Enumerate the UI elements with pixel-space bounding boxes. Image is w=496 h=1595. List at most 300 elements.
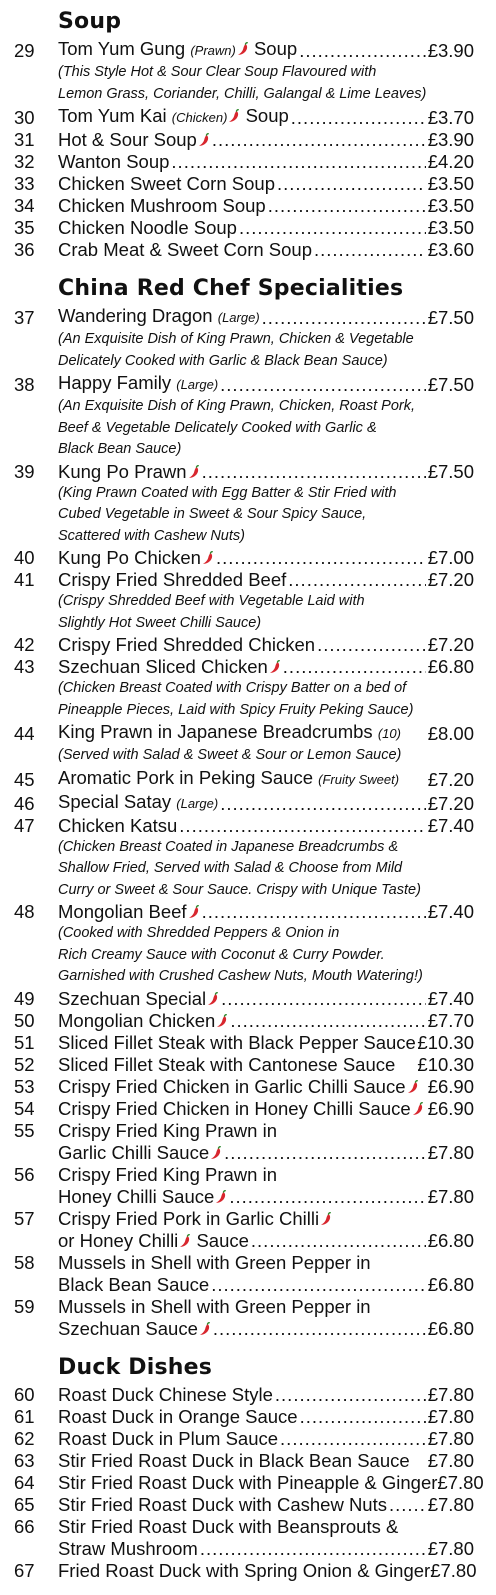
menu-item [14,634,474,656]
item-number: 32 [14,151,35,172]
chili-pepper-icon [188,905,200,919]
item-number: 29 [14,40,35,61]
item-name-text: Sliced Fillet Steak with Black Pepper Sauce [58,1031,416,1053]
item-name [58,129,210,151]
item-row [14,721,474,745]
item-number: 64 [14,1471,35,1493]
menu-item [14,815,474,902]
item-name [58,151,169,173]
chili-pepper-icon [199,1322,211,1336]
item-description: (Crispy Shredded Beef with Vegetable Laid with [58,593,365,609]
item-price: £7.80 [437,1471,484,1493]
item-name-text: Crispy Fried King Prawn in [58,1119,277,1141]
item-description: Scattered with Cashew Nuts) [58,527,245,544]
item-row [14,1428,474,1450]
item-number: 31 [14,129,35,150]
item-description: (An Exquisite Dish of King Prawn, Chicken, Roast Pork, [58,398,416,414]
item-price: £6.80 [427,1317,474,1339]
item-row [14,105,474,129]
item-name-text: Special Satay [58,790,172,812]
item-price: £7.80 [427,1141,474,1163]
item-name-text: Roast Duck in Plum Sauce [58,1427,279,1449]
item-name [58,569,286,591]
item-row [14,1384,474,1406]
item-name-suffix: Soup [253,38,298,59]
chili-pepper-icon [412,1102,424,1116]
leader-dots [275,1384,426,1406]
item-name-text: Crispy Fried Chicken in Garlic Chilli Sauce [58,1075,406,1097]
item-name-text: King Prawn in Japanese Breadcrumbs [58,721,373,742]
leader-dots [251,1230,426,1252]
leader-dots [230,1010,425,1032]
item-name-text: Wandering Dragon [58,305,213,326]
item-name [58,105,289,129]
item-name-text: Chicken Katsu [58,814,178,836]
item-row [14,656,474,678]
item-price: £7.20 [427,569,474,590]
item-name-text: Aromatic Pork in Peking Sauce [58,766,314,788]
item-row [14,217,474,239]
menu-item [14,461,474,548]
item-name [58,1296,371,1318]
item-name-suffix: Soup [245,105,289,126]
item-number: 30 [14,107,35,128]
item-number: 46 [14,792,35,814]
item-name [58,1032,416,1054]
item-description: (Served with Salad & Sweet & Sour or Lemon Sauce) [58,747,402,763]
item-price: £3.70 [427,107,474,128]
menu-item [14,173,474,195]
item-name-text: Sliced Fillet Steak with Cantonese Sauce [58,1053,396,1075]
item-number: 34 [14,195,35,216]
item-number: 55 [14,1119,35,1141]
item-name-text: or Honey Chilli [58,1229,179,1251]
item-name-text: Mongolian Chicken [58,1009,216,1031]
item-name-text: Tom Yum Kai [58,105,167,126]
item-row [14,305,474,329]
menu-item [14,1406,474,1428]
item-name [58,1318,211,1340]
item-row [14,547,474,569]
item-name-text: Crispy Fried Shredded Chicken [58,634,316,655]
item-row [14,1296,474,1318]
item-row [14,791,474,815]
menu-item [14,1471,484,1494]
leader-dots [314,239,426,261]
item-name [58,1406,298,1428]
menu-item [14,656,474,721]
item-row [14,1406,474,1428]
item-name [58,1120,277,1142]
item-name-text: Szechuan Special [58,987,207,1009]
item-row [14,1274,474,1296]
item-name-text: Stir Fried Roast Duck with Beansprouts & [58,1515,399,1537]
item-price: £7.00 [427,547,474,568]
item-note: (Prawn) [190,43,236,58]
item-name-text: Szechuan Sauce [58,1317,198,1339]
item-name [58,173,275,195]
item-name [58,461,200,483]
item-description: Shallow Fried, Served with Salad & Choose from Mild [58,860,403,876]
item-row [14,1186,474,1208]
item-name-text: Stir Fried Roast Duck with Pineapple & Ginger [58,1471,438,1493]
item-note: (Large) [217,310,260,325]
item-price: £7.80 [427,1383,474,1405]
item-number: 51 [14,1031,35,1053]
leader-dots [224,1142,426,1164]
item-price: £4.20 [427,151,474,172]
item-row [14,1252,474,1274]
item-description: (Chicken Breast Coated with Crispy Batter on a bed of [58,680,407,696]
item-name [58,656,281,678]
item-name [58,195,266,217]
menu-item [14,767,474,791]
leader-dots [200,1538,426,1560]
item-price: £7.80 [430,1559,477,1581]
menu-item [14,1010,474,1032]
item-number: 37 [14,307,35,328]
item-price: £7.40 [427,987,474,1009]
menu-item [14,1076,474,1098]
item-price: £3.90 [427,40,474,61]
item-price: £7.50 [427,460,474,482]
item-name [58,1208,332,1230]
section-title: Duck Dishes [58,1354,213,1380]
item-price: £7.80 [427,1493,474,1515]
item-number: 67 [14,1559,35,1581]
item-note: (10) [377,726,401,741]
item-number: 52 [14,1053,35,1075]
item-price: £7.80 [427,1427,474,1449]
leader-dots [283,656,426,678]
item-name [58,1054,395,1076]
item-price: £10.30 [417,1053,474,1075]
leader-dots [280,1428,426,1450]
menu-section [14,8,474,261]
item-name [58,1538,198,1560]
item-number: 59 [14,1295,35,1317]
item-name-text: Black Bean Sauce [58,1273,210,1295]
menu-item [14,217,474,239]
leader-dots [299,40,426,62]
chili-pepper-icon [216,1014,228,1028]
item-name [58,1142,222,1164]
item-name [58,791,218,815]
item-note: (Fruity Sweet) [318,771,400,787]
leader-dots [229,1186,425,1208]
chili-pepper-icon [407,1080,419,1094]
chili-pepper-icon [215,1190,227,1204]
item-name [58,1560,430,1582]
item-note: (Chicken) [171,110,228,125]
menu-item [14,1032,474,1054]
menu-section [14,275,474,1340]
item-name-text: Honey Chilli Sauce [58,1185,215,1207]
leader-dots [262,307,426,329]
leader-dots [179,815,425,837]
item-number: 39 [14,460,35,482]
menu-item [14,901,474,988]
item-number: 33 [14,173,35,194]
item-name [58,634,315,656]
menu-item [14,1384,474,1406]
menu-item [14,1494,474,1516]
item-row [14,1098,474,1120]
leader-dots [300,1406,426,1428]
item-price: £3.90 [427,129,474,150]
item-name [58,1274,209,1296]
item-row [14,569,474,591]
leader-dots [202,901,426,923]
menu-item [14,1450,474,1472]
item-name [58,1384,273,1406]
item-row [14,1494,474,1516]
menu-item [14,988,474,1010]
item-name-text: Crispy Fried Chicken in Honey Chilli Sauce [58,1097,411,1119]
menu-item [14,105,474,129]
item-row [14,1054,474,1076]
item-name [58,1098,424,1120]
chili-pepper-icon [198,133,210,147]
item-name-text: Szechuan Sliced Chicken [58,656,268,677]
item-row [14,239,474,261]
item-row [14,1142,474,1164]
item-description: (This Style Hot & Sour Clear Soup Flavoured with [58,64,377,80]
menu-item [14,721,474,767]
item-row [14,1471,484,1494]
item-number: 65 [14,1493,35,1515]
item-name-text: Happy Family [58,372,172,393]
item-name [58,38,297,62]
item-name [58,1164,277,1186]
leader-dots [389,1494,426,1516]
item-price: £7.20 [427,768,474,790]
item-number: 40 [14,547,35,568]
leader-dots [211,1274,426,1296]
item-row [14,901,474,923]
item-price: £7.20 [427,792,474,814]
item-description: Lemon Grass, Coriander, Chilli, Galangal & Lime Leaves) [58,85,427,102]
leader-dots [268,195,426,217]
item-price: £7.40 [427,901,474,922]
item-price: £3.50 [427,217,474,238]
item-name [58,1472,437,1494]
item-description: Garnished with Crushed Cashew Nuts, Mouth Watering!) [58,968,423,984]
item-name [58,1252,371,1274]
item-number: 45 [14,768,35,790]
chili-pepper-icon [237,42,249,56]
item-name-text: Straw Mushroom [58,1537,198,1559]
chili-pepper-icon [269,660,281,674]
item-name [58,767,399,791]
item-description: (Chicken Breast Coated in Japanese Breadcrumbs & [58,838,399,855]
item-row [14,129,474,151]
item-name-suffix: Sauce [196,1229,249,1251]
item-row [14,1010,474,1032]
item-description: Pineapple Pieces, Laid with Spicy Fruity Peking Sauce) [58,701,414,718]
item-price: £3.50 [427,195,474,216]
item-row [14,1450,474,1472]
menu-item [14,1252,474,1296]
menu-item [14,1296,474,1340]
item-name-text: Mussels in Shell with Green Pepper in [58,1295,371,1317]
item-price: £3.50 [427,173,474,194]
leader-dots [220,793,426,815]
item-price: £6.80 [427,1229,474,1251]
leader-dots [171,151,425,173]
menu-item [14,1428,474,1450]
menu-item [14,1208,474,1252]
menu-item [14,151,474,173]
item-name-text: Crab Meat & Sweet Corn Soup [58,239,312,260]
item-number: 60 [14,1383,35,1405]
item-number: 61 [14,1405,35,1427]
item-price: £6.80 [427,656,474,677]
item-row [14,1516,474,1538]
item-name-text: Crispy Fried King Prawn in [58,1163,277,1185]
leader-dots [213,1318,426,1340]
item-row [14,767,474,791]
chili-pepper-icon [320,1212,332,1226]
leader-dots [202,461,426,483]
item-name-text: Mongolian Beef [58,901,187,922]
item-description: Curry or Sweet & Sour Sauce. Crispy with Unique Taste) [58,881,421,898]
menu-item [14,239,474,261]
item-description: Rich Creamy Sauce with Coconut & Curry Powder. [58,946,385,963]
item-name-text: Stir Fried Roast Duck with Cashew Nuts [58,1493,387,1515]
menu-item [14,305,474,372]
item-description: Delicately Cooked with Garlic & Black Bean Sauce) [58,352,388,369]
item-row [14,173,474,195]
menu-item [14,1516,474,1560]
item-name [58,1428,278,1450]
item-number: 50 [14,1009,35,1031]
leader-dots [291,107,426,129]
menu-item [14,1098,474,1120]
item-description: Slightly Hot Sweet Chilli Sauce) [58,614,262,631]
item-price: £6.90 [427,1075,474,1097]
item-number: 41 [14,569,35,590]
menu-item [14,1559,477,1582]
item-name-text: Garlic Chilli Sauce [58,1141,210,1163]
chili-pepper-icon [210,1146,222,1160]
item-price: £7.80 [427,1405,474,1427]
menu-item [14,1120,474,1164]
leader-dots [220,374,426,396]
item-name-text: Roast Duck in Orange Sauce [58,1405,298,1427]
item-name-text: Chicken Sweet Corn Soup [58,173,275,194]
item-name [58,1186,227,1208]
menu-item [14,547,474,569]
item-price: £6.80 [427,1273,474,1295]
item-row [14,634,474,656]
chili-pepper-icon [179,1234,191,1248]
leader-dots [221,988,426,1010]
item-price: £7.80 [427,1537,474,1559]
item-row [14,1559,477,1582]
item-name-text: Kung Po Chicken [58,547,201,568]
item-description: (An Exquisite Dish of King Prawn, Chicken & Vegetable [58,331,414,347]
item-name-text: Roast Duck Chinese Style [58,1383,273,1405]
item-number: 58 [14,1251,35,1273]
item-name [58,1450,410,1472]
item-price: £7.50 [427,374,474,395]
item-name [58,1494,387,1516]
menu-item [14,791,474,815]
item-row [14,372,474,396]
item-name [58,305,260,329]
item-number: 49 [14,987,35,1009]
menu-item [14,1164,474,1208]
item-price: £3.60 [427,239,474,260]
item-price: £10.30 [417,1031,474,1053]
item-row [14,151,474,173]
item-price: £7.40 [427,814,474,836]
leader-dots [277,173,426,195]
leader-dots [239,217,426,239]
item-name-text: Stir Fried Roast Duck in Black Bean Sauce [58,1449,410,1471]
item-row [14,1538,474,1560]
menu-section [14,1354,484,1582]
item-description: Black Bean Sauce) [58,441,182,457]
item-name [58,547,214,569]
item-price: £8.00 [427,723,474,744]
item-name [58,721,401,745]
item-number: 48 [14,901,35,922]
item-number: 66 [14,1515,35,1537]
item-row [14,1032,474,1054]
item-row [14,1120,474,1142]
item-number: 54 [14,1097,35,1119]
leader-dots [317,634,426,656]
item-name [58,1230,249,1252]
item-number: 57 [14,1207,35,1229]
item-name-text: Wanton Soup [58,151,170,172]
chili-pepper-icon [228,109,240,123]
leader-dots [212,129,426,151]
item-price: £7.50 [427,307,474,328]
item-number: 42 [14,634,35,655]
item-name [58,815,177,837]
item-row [14,1164,474,1186]
section-title: China Red Chef Specialities [58,276,404,301]
item-name [58,217,237,239]
chili-pepper-icon [202,551,214,565]
item-row [14,988,474,1010]
item-note: (Large) [176,377,219,392]
item-name-text: Crispy Fried Shredded Beef [58,569,287,590]
item-name [58,1010,228,1032]
item-price: £7.70 [427,1009,474,1031]
item-row [14,195,474,217]
item-name-text: Chicken Noodle Soup [58,217,237,238]
item-name [58,372,218,396]
item-name-text: Fried Roast Duck with Spring Onion & Ginger [58,1559,431,1581]
item-description: (Cooked with Shredded Peppers & Onion in [58,925,340,941]
item-note: (Large) [176,795,219,811]
item-name [58,988,219,1010]
item-price: £7.80 [427,1449,474,1471]
item-number: 47 [14,814,35,836]
item-price: £7.80 [427,1185,474,1207]
leader-dots [288,569,425,591]
item-row [14,1076,474,1098]
item-number: 38 [14,374,35,395]
item-name [58,901,200,923]
item-number: 62 [14,1427,35,1449]
item-row [14,1208,474,1230]
item-number: 56 [14,1163,35,1185]
